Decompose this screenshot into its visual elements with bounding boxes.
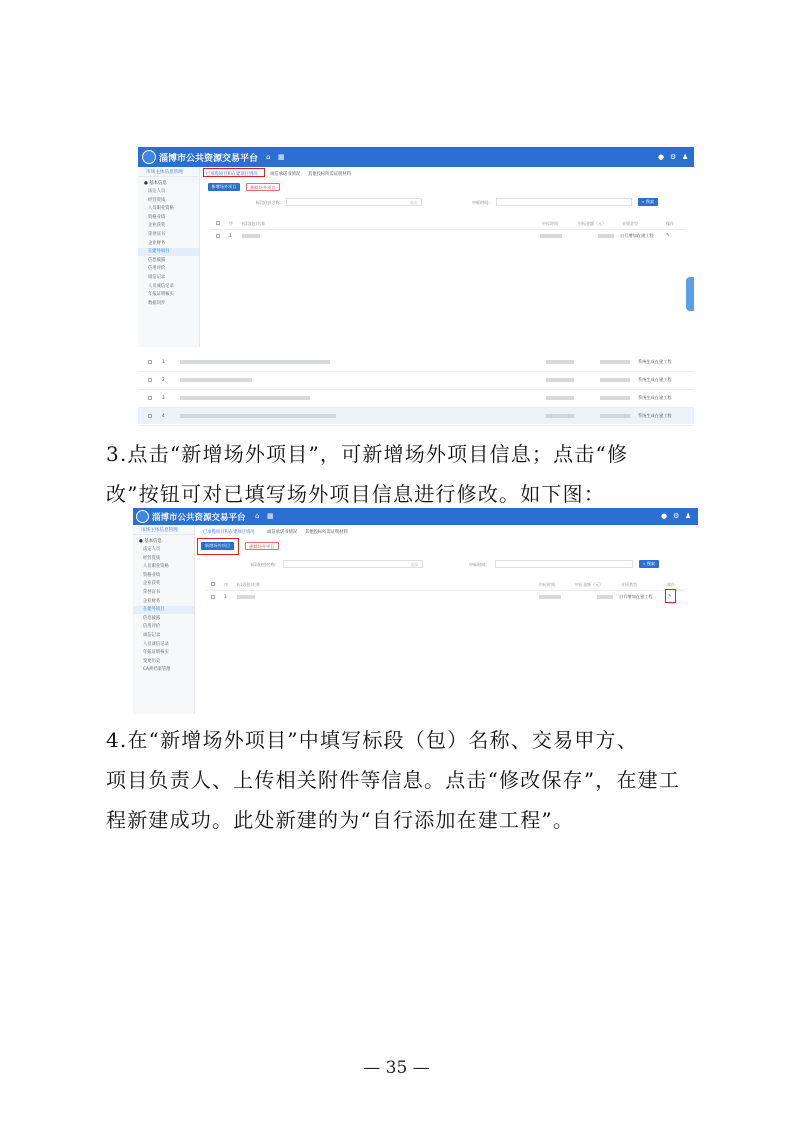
user-icon[interactable]: ♟: [685, 512, 692, 520]
sidebar-item[interactable]: 企业获奖: [148, 223, 166, 229]
sidebar-item[interactable]: 人员职业资格: [148, 206, 174, 212]
table-header-divider: [205, 590, 685, 591]
search-button[interactable]: [639, 560, 659, 568]
row-index: 3: [162, 395, 165, 400]
name-input-hint: 请填: [409, 200, 417, 205]
search-icon: ⌕: [642, 561, 646, 566]
delete-external-project-button[interactable]: 删除场外项目: [245, 542, 279, 550]
search-button-label: 搜索: [645, 199, 655, 204]
row-checkbox[interactable]: [148, 378, 152, 382]
grid-icon[interactable]: ▦: [278, 153, 285, 161]
list-row: [138, 408, 694, 424]
home-icon[interactable]: ⌂: [266, 153, 271, 161]
redacted-name: [180, 414, 336, 418]
platform-logo-icon: [136, 510, 149, 523]
tab-projects[interactable]: 已承揽项目和在建项目情况: [206, 172, 258, 177]
sidebar-item[interactable]: 法定人员: [143, 547, 161, 552]
edit-icon[interactable]: ✎: [668, 593, 672, 598]
sidebar-item[interactable]: 资格业绩: [143, 572, 161, 578]
grid-icon[interactable]: ▦: [267, 512, 274, 520]
row-index: 1: [162, 359, 165, 364]
column-time: 中标时间: [539, 582, 555, 587]
row-index: 4: [162, 413, 165, 418]
name-field-label: 标段(包)名称:: [251, 562, 277, 567]
sidebar-item[interactable]: 荣誉证书: [148, 232, 166, 237]
sidebar-item[interactable]: 信用评价: [143, 624, 161, 630]
bell-icon[interactable]: ●: [658, 153, 665, 161]
row-type: 系统生成在建工程: [638, 395, 672, 400]
bell-icon[interactable]: ●: [661, 512, 668, 520]
sidebar-item[interactable]: 诚信记录: [143, 633, 161, 638]
float-help-tab[interactable]: [686, 277, 694, 311]
redacted-name: [242, 234, 260, 238]
redacted-name: [180, 378, 252, 382]
sidebar-item[interactable]: 经营资质: [143, 555, 161, 561]
column-type: 业绩类型: [621, 582, 637, 587]
sidebar-item[interactable]: 信息披露: [143, 615, 161, 621]
sidebar-item[interactable]: 年报证明核实: [143, 650, 169, 656]
sidebar-item[interactable]: 法定人员: [148, 189, 166, 194]
search-button[interactable]: [638, 198, 658, 206]
screenshot-1: [138, 147, 694, 347]
sidebar-item[interactable]: 数据同步: [148, 300, 166, 306]
platform-title: 淄博市公共资源交易平台: [152, 513, 246, 523]
redacted-time: [546, 396, 574, 400]
redacted-time: [546, 414, 574, 418]
date-field-label: 中标时间:: [472, 200, 490, 205]
sidebar-item[interactable]: 人员诚信记录: [148, 283, 174, 289]
list-row: [138, 390, 694, 406]
user-icon[interactable]: ♟: [682, 153, 689, 161]
sidebar-item[interactable]: 人员职业资格: [143, 564, 169, 570]
list-row: [138, 372, 694, 388]
sidebar-item[interactable]: 荣誉证书: [143, 590, 161, 595]
sidebar-item[interactable]: 变更历史: [143, 658, 161, 664]
redacted-time: [539, 595, 561, 599]
platform-logo-icon: [142, 150, 156, 164]
paragraph-step-3-line-1: 3.点击“新增场外项目”，可新增场外项目信息；点击“修: [106, 442, 629, 466]
redacted-amount: [600, 360, 630, 364]
column-operation: 操作: [666, 221, 674, 226]
name-input[interactable]: [283, 560, 423, 568]
row-type: 自行增加在建工程: [619, 594, 653, 599]
column-name: 标段(包)名称: [237, 582, 261, 587]
redacted-time: [540, 234, 562, 238]
column-operation: 操作: [667, 582, 675, 587]
row-checkbox[interactable]: [148, 396, 152, 400]
tab-projects[interactable]: 已承揽项目和在建项目情况: [203, 530, 255, 535]
search-button-label: 搜索: [646, 561, 656, 566]
sidebar-item[interactable]: 信息披露: [148, 257, 166, 263]
redacted-time: [546, 360, 574, 364]
column-type: 业绩类型: [622, 221, 638, 226]
row-index: 1: [229, 233, 232, 238]
sidebar-item[interactable]: 诚信记录: [148, 275, 166, 280]
redacted-amount: [598, 234, 614, 238]
sidebar-item[interactable]: 信用评价: [148, 266, 166, 272]
column-name: 标段(包)名称: [242, 221, 266, 226]
paragraph-step-4-line-1: 4.在“新增场外项目”中填写标段（包）名称、交易甲方、: [106, 728, 638, 752]
row-type: 系统生成在建工程: [638, 377, 672, 382]
row-index: 2: [162, 377, 165, 382]
home-icon[interactable]: ⌂: [255, 512, 260, 520]
sidebar-group-basic[interactable]: ● 基本信息: [144, 181, 167, 186]
page-number: — 35 —: [363, 1058, 430, 1078]
date-input[interactable]: [495, 560, 633, 568]
paragraph-step-3: [106, 434, 694, 514]
sidebar-item[interactable]: 在建外项目: [138, 248, 199, 256]
settings-icon[interactable]: ⚙: [673, 512, 680, 520]
redacted-name: [180, 360, 330, 364]
redacted-amount: [597, 595, 613, 599]
row-checkbox[interactable]: [211, 595, 215, 599]
select-all-checkbox[interactable]: [211, 582, 215, 586]
tab-other-materials[interactable]: 其他投标所需证明材料: [305, 530, 348, 535]
column-index: 序: [224, 582, 228, 587]
sidebar-item[interactable]: CA锁档案管理: [143, 667, 171, 673]
top-bar: [138, 147, 694, 167]
sidebar-item[interactable]: 年报证明核实: [148, 292, 174, 298]
tab-integrity[interactable]: 诚信承诺书情况: [270, 172, 301, 177]
sidebar-header[interactable]: 市场主体信息管理: [138, 169, 199, 177]
row-type: 系统生成在建工程: [638, 359, 672, 364]
sidebar: [133, 525, 195, 714]
row-checkbox[interactable]: [148, 414, 152, 418]
sidebar-item[interactable]: 企业财务: [143, 598, 161, 604]
row-divider: [138, 425, 694, 426]
sidebar-group-label: 基本信息: [144, 539, 162, 544]
highlight-box-add-button: [197, 538, 239, 555]
paragraph-step-4: [106, 720, 694, 840]
column-amount: 中标金额（元）: [575, 582, 603, 587]
list-strip: [138, 350, 694, 428]
redacted-name: [237, 595, 255, 599]
redacted-name: [180, 396, 310, 400]
select-all-checkbox[interactable]: [216, 221, 220, 225]
row-type: 自行增加在建工程: [620, 233, 654, 238]
date-field-label: 中标时间:: [469, 562, 487, 567]
sidebar-group-basic[interactable]: ● 基本信息: [139, 539, 162, 544]
name-field-label: 标段(包)名称:: [256, 200, 282, 205]
name-input[interactable]: [286, 198, 422, 206]
search-icon: ⌕: [641, 199, 645, 204]
sidebar-item[interactable]: 在建外项目: [133, 606, 194, 614]
tab-integrity[interactable]: 诚信承诺书情况: [267, 530, 298, 535]
redacted-amount: [600, 414, 630, 418]
redacted-amount: [600, 378, 630, 382]
table-header-divider: [210, 229, 686, 230]
sidebar-item[interactable]: 企业获奖: [143, 581, 161, 587]
redacted-time: [546, 378, 574, 382]
list-row: [138, 354, 694, 370]
sidebar-item[interactable]: 资格业绩: [148, 214, 166, 220]
platform-title: 淄博市公共资源交易平台: [159, 154, 259, 164]
paragraph-step-3-line-2: 改”按钮可对已填写场外项目信息进行修改。如下图：: [106, 482, 606, 506]
settings-icon[interactable]: ⚙: [670, 153, 677, 161]
add-external-project-button[interactable]: 新增场外项目: [201, 542, 234, 550]
paragraph-step-4-line-2: 项目负责人、上传相关附件等信息。点击“修改保存”，在建工: [106, 768, 681, 792]
sidebar: [138, 167, 200, 347]
top-bar: [133, 508, 698, 525]
date-input[interactable]: [496, 198, 632, 206]
sidebar-item[interactable]: 人员诚信记录: [143, 641, 169, 647]
column-amount: 中标金额（元）: [578, 221, 606, 226]
highlight-box-tab: [203, 168, 265, 177]
sidebar-group-label: 基本信息: [149, 181, 167, 186]
add-external-project-button[interactable]: 新增场外项目: [208, 183, 240, 191]
sidebar-header[interactable]: 市场主体信息管理: [133, 527, 194, 535]
redacted-amount: [600, 396, 630, 400]
sidebar-item[interactable]: 经营资质: [148, 197, 166, 203]
name-input-hint: 请填: [410, 562, 418, 567]
screenshot-2: [133, 508, 698, 714]
edit-icon[interactable]: ✎: [666, 232, 670, 237]
row-checkbox[interactable]: [216, 234, 220, 238]
row-checkbox[interactable]: [148, 360, 152, 364]
delete-external-project-button[interactable]: 删除场外项目: [246, 183, 280, 191]
paragraph-step-4-line-3: 程新建成功。此处新建的为“自行添加在建工程”。: [106, 808, 575, 832]
column-time: 中标时间: [542, 221, 558, 226]
tab-other-materials[interactable]: 其他投标所需证明材料: [308, 172, 351, 177]
row-index: 1: [224, 594, 227, 599]
highlight-box-edit: [665, 589, 676, 603]
column-index: 序: [229, 221, 233, 226]
row-type: 系统生成在建工程: [638, 413, 672, 418]
sidebar-item[interactable]: 企业财务: [148, 240, 166, 246]
